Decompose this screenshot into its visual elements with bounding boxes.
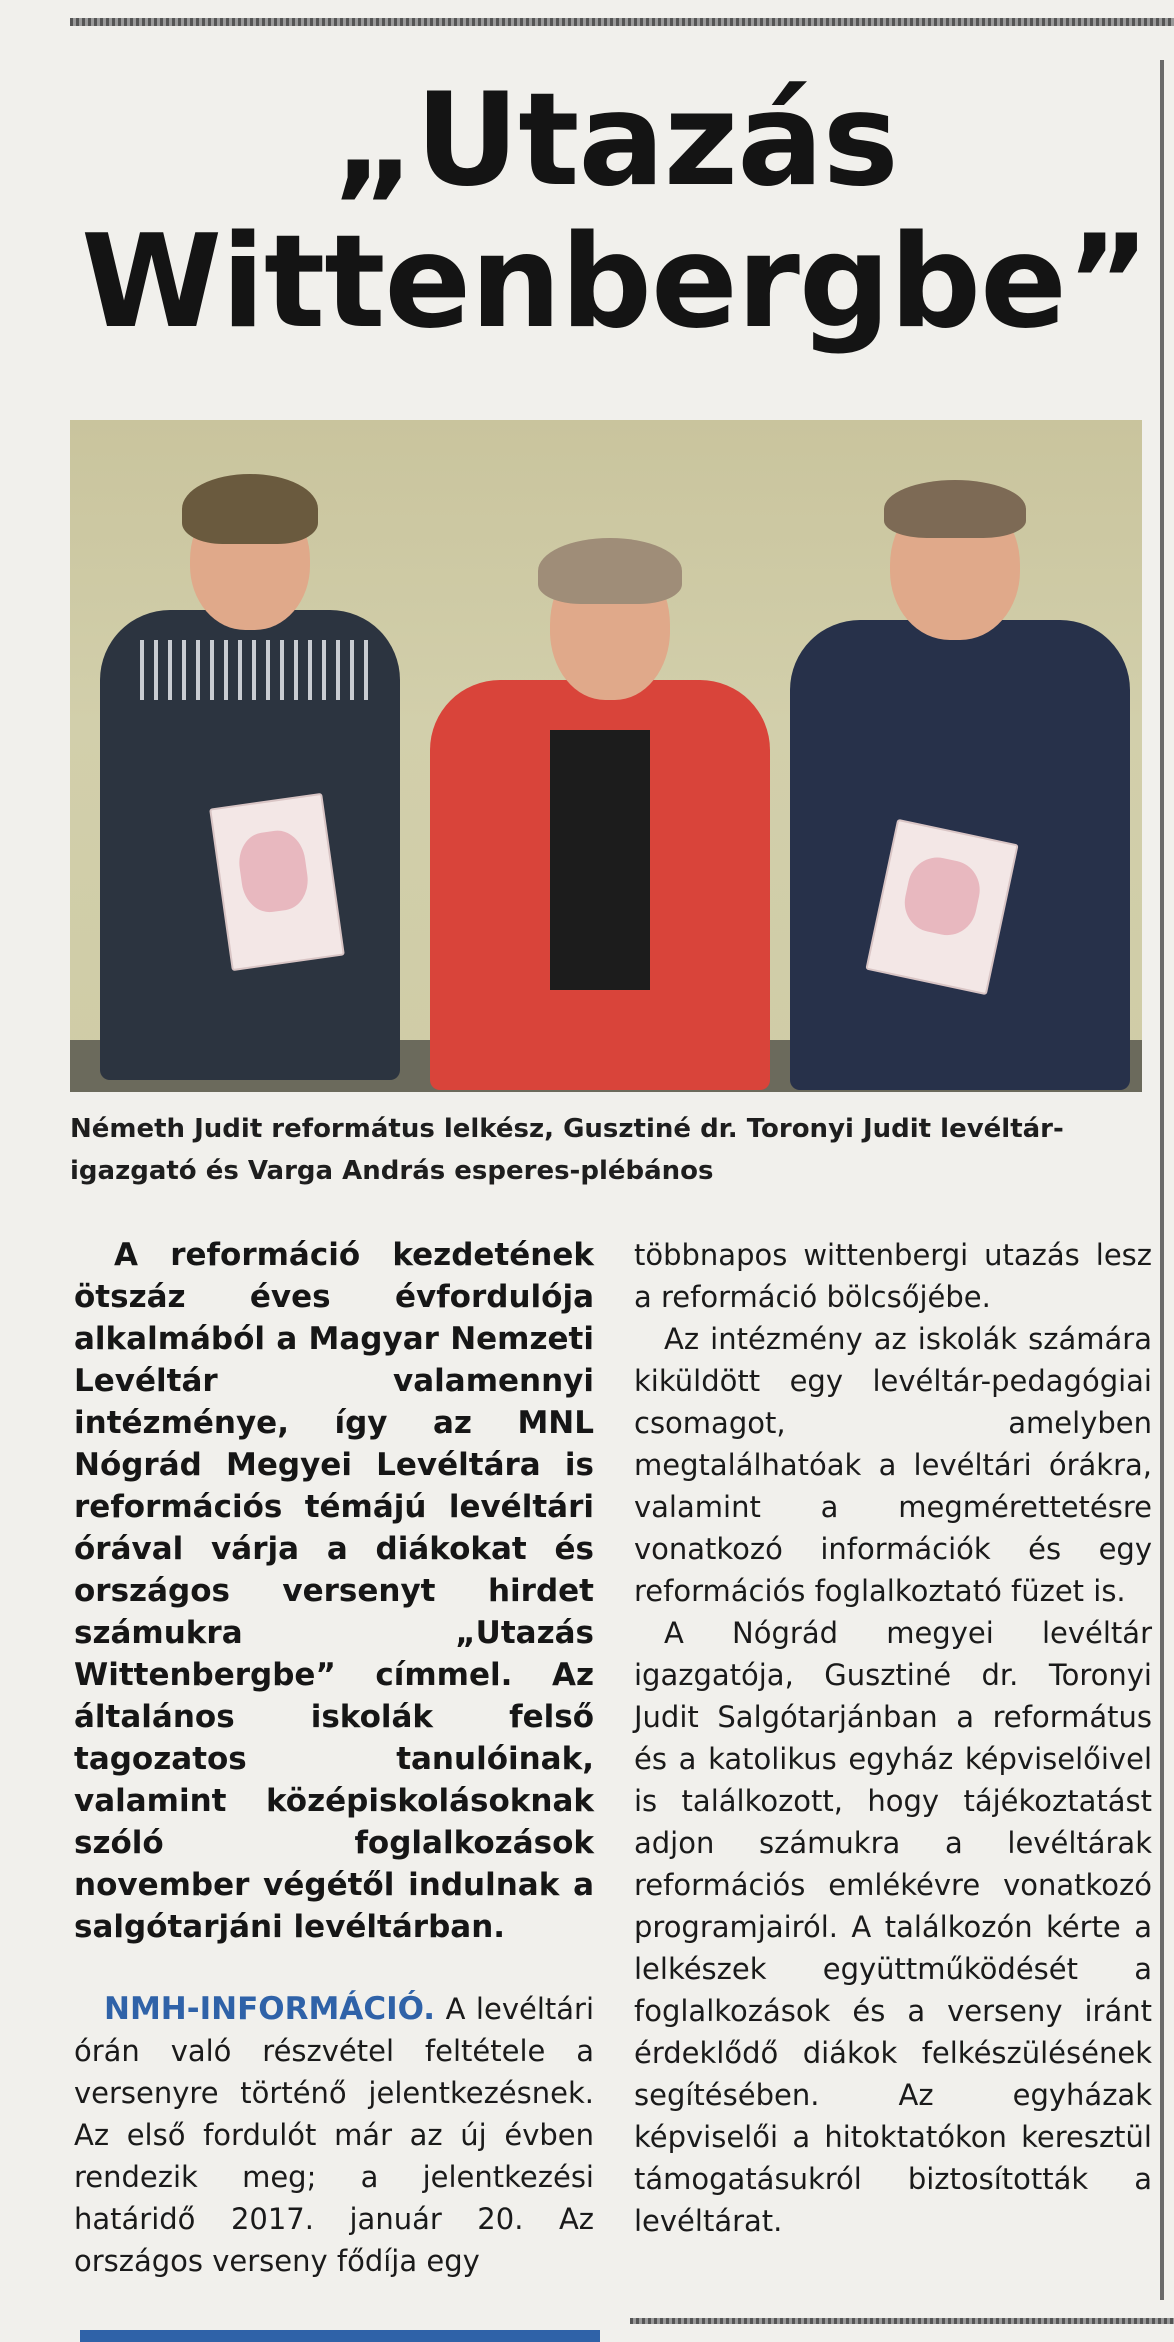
column-right: [634, 1234, 1152, 2242]
article-photo: [70, 420, 1142, 1092]
article-body-right-2: Az intézmény az iskolák számára kiküldött egy levéltár-pedagógiai csomagot, amelyben megtalálhatóak a levéltári órákra, valamint a megmérettetésre vonatkozó információk és egy reformációs foglalkoztató füzet is.: [634, 1322, 1152, 1608]
article-body-left: [74, 1988, 594, 2282]
person-left: [90, 460, 410, 1080]
photo-caption: Németh Judit református lelkész, Gusztiné dr. Toronyi Judit levéltár-igazgató és Varga András esperes-plébános: [70, 1114, 1064, 1186]
person-right: [770, 480, 1140, 1090]
headline: [70, 66, 1160, 357]
article-body-right-1: többnapos wittenbergi utazás lesz a reformáció bölcsőjébe.: [634, 1238, 1152, 1314]
bottom-rule: [630, 2318, 1174, 2324]
column-left: [74, 1234, 594, 2282]
article-lead: A reformáció kezdetének ötszáz éves évfordulója alkalmából a Magyar Nemzeti Levéltár valamennyi intézménye, így az MNL Nógrád Megyei Levéltára is reformációs témájú levéltári órával várja a diákokat és országos versenyt hirdet számukra „Utazás Wittenbergbe” címmel. Az általános iskolák felső tagozatos tanulóinak, valamint középiskolásoknak szóló foglalkozások november végétől indulnak a salgótarjáni levéltárban.: [74, 1237, 594, 1945]
source-label: NMH-INFORMÁCIÓ.: [104, 1991, 436, 2027]
bottom-accent-bar: [80, 2330, 600, 2342]
article-body-right-3: A Nógrád megyei levéltár igazgatója, Gusztiné dr. Toronyi Judit Salgótarjánban a református és a katolikus egyház képviselőivel is találkozott, hogy tájékoztatást adjon számukra a levéltárak reformációs emlékévre vonatkozó programjairól. A találkozón kérte a lelkészek együttműködését a foglalkozások és a verseny iránt érdeklődő diákok felkészülésének segítésében. Az egyházak képviselői a hitoktatókon keresztül támogatásukról biztosították a levéltárat.: [634, 1616, 1152, 2238]
person-middle: [430, 530, 770, 1090]
body-left-text: A levéltári órán való részvétel feltétele a versenyre történő jelentkezésnek. Az első fordulót már az új évben rendezik meg; a jelentkezési határidő 2017. január 20. Az országos verseny fődíja egy: [74, 1992, 595, 2278]
headline-line-1: „Utazás: [332, 66, 898, 215]
column-rule: [1160, 60, 1164, 2300]
headline-line-2: Wittenbergbe”: [80, 208, 1150, 357]
top-rule: [70, 18, 1174, 26]
